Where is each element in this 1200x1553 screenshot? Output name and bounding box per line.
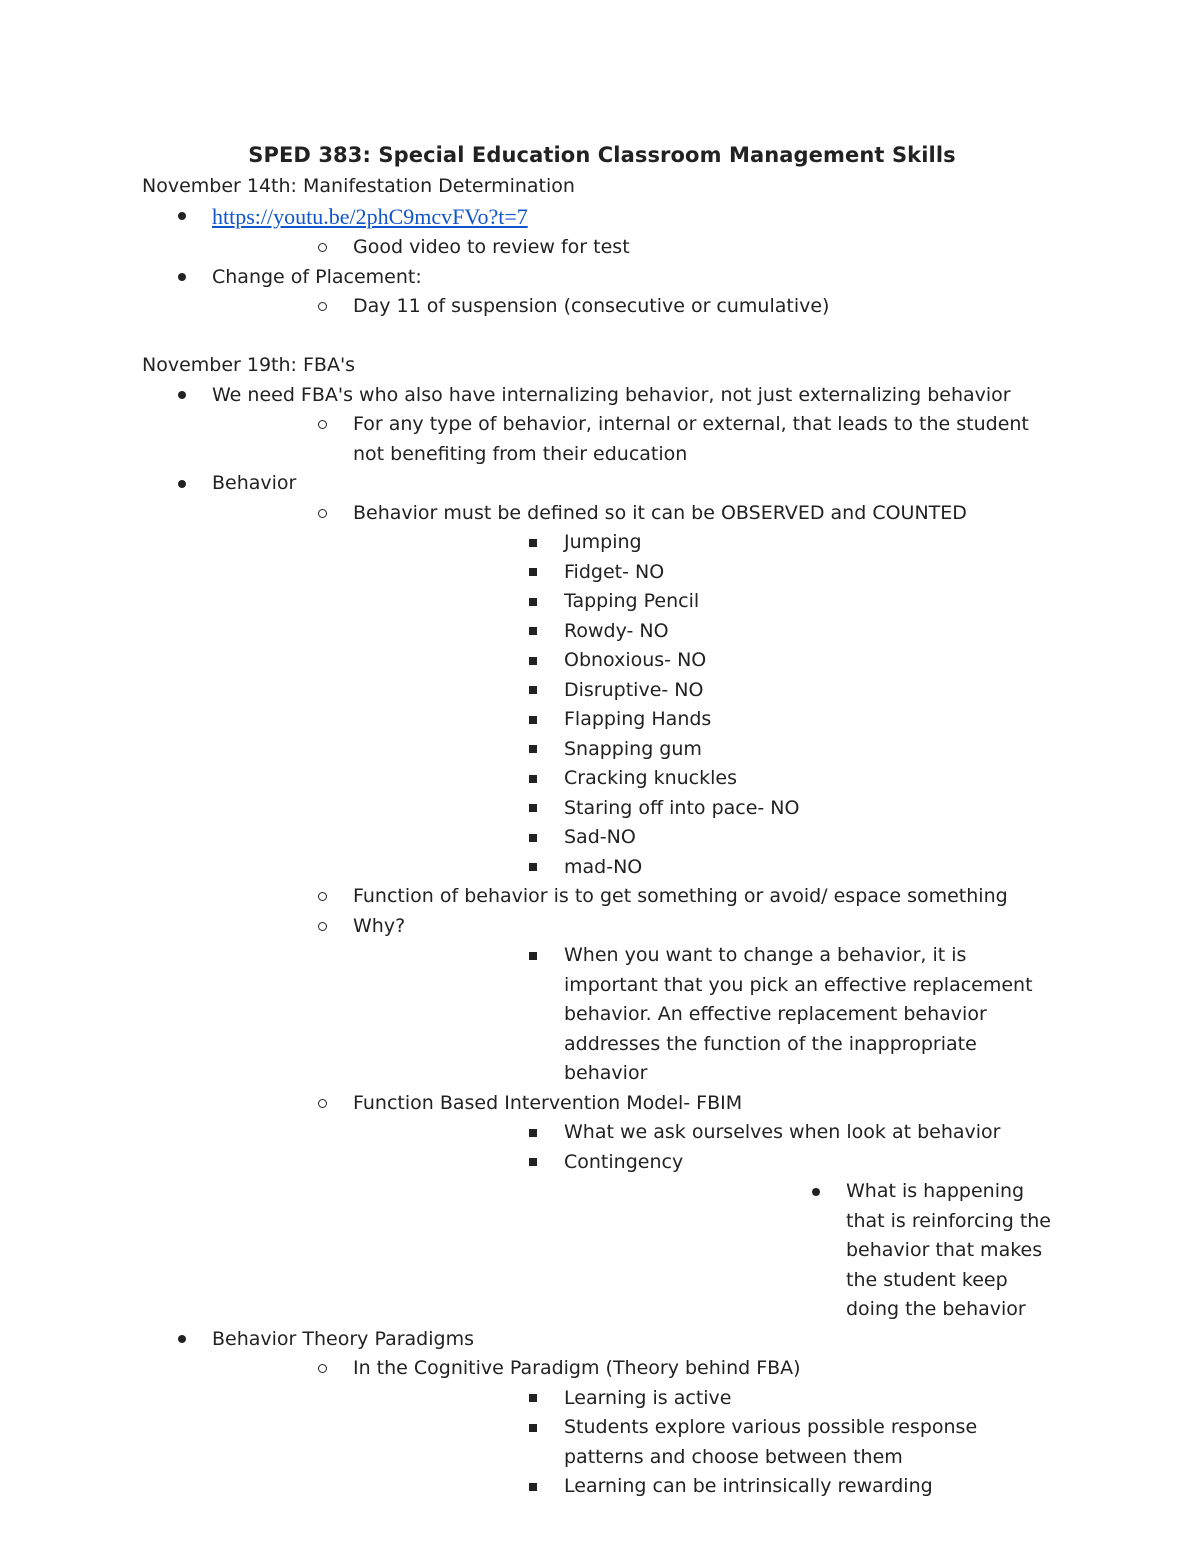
- behavior-example: Flapping Hands: [564, 708, 712, 730]
- hollow-bullet-icon: [318, 1354, 327, 1384]
- list-item: [212, 912, 1062, 1089]
- bullet-icon: [178, 1325, 186, 1355]
- list-item: [142, 1325, 1062, 1502]
- hollow-bullet-icon: [318, 882, 327, 912]
- sublist: [564, 1177, 1062, 1325]
- square-bullet-icon: [529, 794, 537, 824]
- hollow-bullet-icon: [318, 410, 327, 440]
- need-fba-detail: For any type of behavior, internal or external, that leads to the student not benefiting from their education: [353, 413, 1029, 465]
- behavior-defined: Behavior must be defined so it can be OBSERVED and COUNTED: [353, 501, 967, 524]
- cognitive-points-list: [353, 1384, 1062, 1502]
- behavior-example: Sad-NO: [564, 826, 636, 848]
- list-item: [353, 1384, 1062, 1414]
- placement-label: Change of Placement:: [212, 265, 422, 288]
- sublist: [212, 233, 1062, 263]
- behavior-example: Fidget- NO: [564, 560, 665, 583]
- fbim-label: Function Based Intervention Model- FBIM: [353, 1091, 743, 1114]
- list-item: [212, 499, 1062, 883]
- list-item: [353, 705, 1062, 735]
- behavior-example: Jumping: [564, 531, 642, 553]
- square-bullet-icon: [529, 853, 537, 883]
- list-item: [353, 558, 1062, 588]
- square-bullet-icon: [529, 1413, 537, 1443]
- section-2-list: [142, 381, 1062, 1502]
- cognitive-point: Learning can be intrinsically rewarding: [564, 1475, 933, 1497]
- behavior-example: mad-NO: [564, 855, 643, 878]
- square-bullet-icon: [529, 528, 537, 558]
- list-item: [212, 410, 1062, 469]
- link-note: Good video to review for test: [353, 236, 630, 258]
- list-item: [353, 941, 1062, 1089]
- list-item: [142, 469, 1062, 1325]
- sublist: [212, 292, 1062, 322]
- document-title: SPED 383: Special Education Classroom Management Skills: [248, 143, 956, 167]
- square-bullet-icon: [529, 558, 537, 588]
- function-of-behavior: Function of behavior is to get something or avoid/ espace something: [353, 885, 1008, 907]
- list-item: [212, 292, 1062, 322]
- bullet-icon: [178, 381, 186, 411]
- list-item: [353, 794, 1062, 824]
- cognitive-point: Students explore various possible response patterns and choose between them: [564, 1416, 978, 1468]
- sublist: [212, 410, 1062, 469]
- section-1-list: [142, 202, 1062, 322]
- bullet-icon: [178, 263, 186, 293]
- list-item: [142, 263, 1062, 322]
- why-label: Why?: [353, 914, 406, 937]
- list-item: [353, 587, 1062, 617]
- behavior-example: Snapping gum: [564, 737, 702, 760]
- sublist: [212, 499, 1062, 1325]
- need-fba-text: We need FBA's who also have internalizing behavior, not just externalizing behavior: [212, 383, 1011, 406]
- behavior-label: Behavior: [212, 472, 297, 494]
- list-item: [212, 882, 1062, 912]
- hollow-bullet-icon: [318, 499, 327, 529]
- bullet-icon: [812, 1177, 820, 1207]
- sublist: [212, 1354, 1062, 1502]
- square-bullet-icon: [529, 676, 537, 706]
- behavior-example: Staring off into pace- NO: [564, 796, 800, 819]
- list-item: [142, 381, 1062, 470]
- section-heading-nov-14: November 14th: Manifestation Determination: [142, 175, 575, 197]
- list-item: [353, 646, 1062, 676]
- square-bullet-icon: [529, 1118, 537, 1148]
- behavior-example: Cracking knuckles: [564, 767, 737, 789]
- cognitive-label: In the Cognitive Paradigm (Theory behind FBA): [353, 1357, 801, 1379]
- behavior-examples-list: [353, 528, 1062, 882]
- list-item: [353, 1413, 1062, 1472]
- document-page: [142, 140, 1062, 1502]
- hollow-bullet-icon: [318, 233, 327, 263]
- behavior-example: Obnoxious- NO: [564, 649, 707, 671]
- behavior-example: Tapping Pencil: [564, 590, 700, 612]
- paradigms-label: Behavior Theory Paradigms: [212, 1327, 474, 1350]
- square-bullet-icon: [529, 617, 537, 647]
- square-bullet-icon: [529, 646, 537, 676]
- list-item: [353, 853, 1062, 883]
- square-bullet-icon: [529, 1148, 537, 1178]
- list-item: [353, 735, 1062, 765]
- contingency-detail: What is happening that is reinforcing the behavior that makes the student keep doing the behavior: [846, 1180, 1052, 1320]
- square-bullet-icon: [529, 705, 537, 735]
- youtube-link[interactable]: https://youtu.be/2phC9mcvFVo?t=7: [212, 203, 528, 229]
- square-bullet-icon: [529, 764, 537, 794]
- square-bullet-icon: [529, 735, 537, 765]
- contingency-label: Contingency: [564, 1150, 684, 1173]
- why-detail: When you want to change a behavior, it is important that you pick an effective replacement behavior. An effective replacement behavior addresses the function of the inappropriate behavior: [564, 944, 1033, 1084]
- behavior-example: Rowdy- NO: [564, 619, 669, 642]
- list-item: [353, 676, 1062, 706]
- square-bullet-icon: [529, 1472, 537, 1502]
- square-bullet-icon: [529, 823, 537, 853]
- section-heading-nov-19: November 19th: FBA's: [142, 354, 356, 376]
- hollow-bullet-icon: [318, 912, 327, 942]
- fbim-ask: What we ask ourselves when look at behavior: [564, 1121, 1001, 1143]
- cognitive-point: Learning is active: [564, 1386, 732, 1409]
- list-item: [353, 617, 1062, 647]
- hollow-bullet-icon: [318, 292, 327, 322]
- list-item: [212, 233, 1062, 263]
- square-bullet-icon: [529, 587, 537, 617]
- square-bullet-icon: [529, 1384, 537, 1414]
- sublist: [353, 1118, 1062, 1325]
- sublist: [353, 941, 1062, 1089]
- spacer: [142, 322, 1062, 352]
- list-item: [142, 202, 1062, 263]
- list-item: [353, 1118, 1062, 1148]
- list-item: [353, 1472, 1062, 1502]
- list-item: [353, 1148, 1062, 1325]
- placement-detail: Day 11 of suspension (consecutive or cumulative): [353, 295, 830, 317]
- behavior-example: Disruptive- NO: [564, 678, 704, 701]
- bullet-icon: [178, 202, 186, 232]
- list-item: [353, 764, 1062, 794]
- list-item: [353, 528, 1062, 558]
- list-item: [212, 1354, 1062, 1502]
- square-bullet-icon: [529, 941, 537, 971]
- bullet-icon: [178, 469, 186, 499]
- list-item: [353, 823, 1062, 853]
- list-item: [564, 1177, 1062, 1325]
- list-item: [212, 1089, 1062, 1325]
- hollow-bullet-icon: [318, 1089, 327, 1119]
